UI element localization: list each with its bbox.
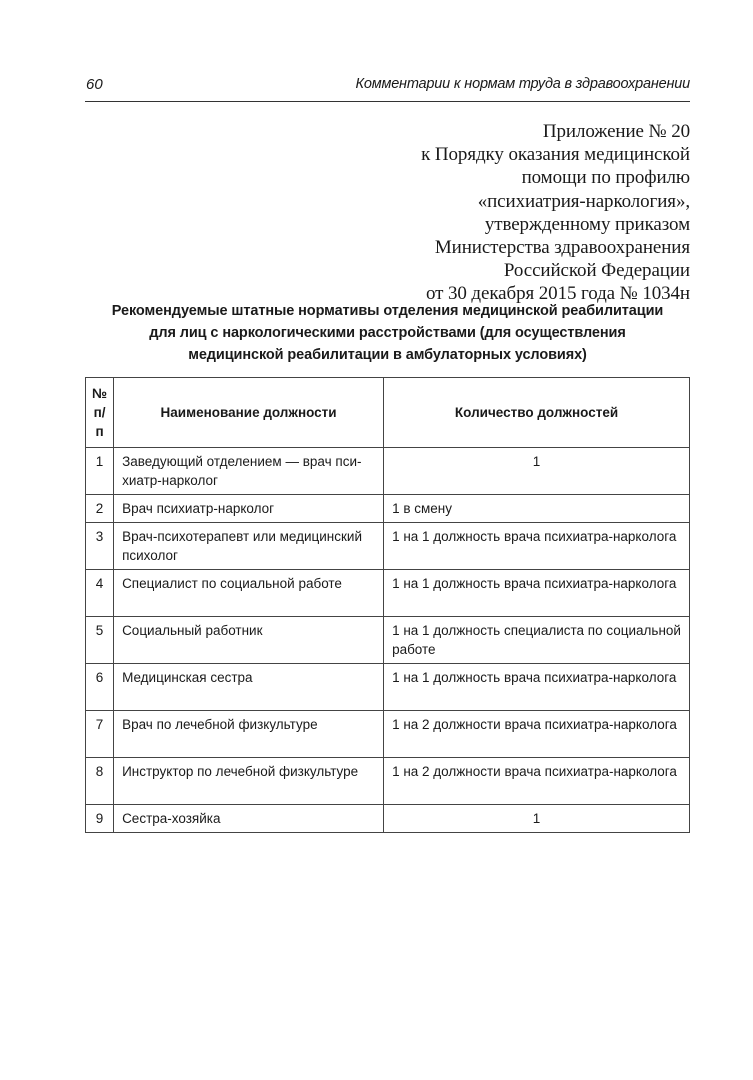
row-position: Сестра-хозяйка — [114, 805, 384, 833]
header-quantity: Количество должностей — [384, 378, 690, 448]
title-line: для лиц с наркологическими расстройствами (для осуществления — [149, 325, 626, 341]
row-position: Социальный работник — [114, 617, 384, 664]
row-num: 1 — [86, 448, 114, 495]
row-position: Специалист по социальной работе — [114, 570, 384, 617]
row-quantity: 1 в смену — [384, 495, 690, 523]
row-num: 4 — [86, 570, 114, 617]
row-position: Медицинская сестра — [114, 664, 384, 711]
row-quantity: 1 на 1 должность специалиста по социальной работе — [384, 617, 690, 664]
table-row — [86, 664, 690, 711]
appendix-line: Российской Федерации — [503, 260, 690, 282]
header-num: № п/п — [86, 378, 114, 448]
title-line: медицинской реабилитации в амбулаторных условиях) — [188, 347, 587, 363]
table-row — [86, 805, 690, 833]
row-num: 7 — [86, 711, 114, 758]
row-num: 8 — [86, 758, 114, 805]
row-quantity: 1 на 1 должность врача психиатра-нарколога — [384, 664, 690, 711]
header-position: Наименование должности — [114, 378, 384, 448]
appendix-line: утвержденному приказом — [484, 213, 690, 235]
running-title: Комментарии к нормам труда в здравоохранении — [355, 76, 690, 92]
table-row — [86, 523, 690, 570]
appendix-line: Приложение № 20 — [542, 121, 690, 142]
row-position: Инструктор по лечебной физкультуре — [114, 758, 384, 805]
title-line: Рекомендуемые штатные нормативы отделения медицинской реабилитации — [111, 303, 664, 319]
row-quantity: 1 — [384, 805, 690, 833]
appendix-line: «психиатрия-наркология», — [477, 190, 690, 212]
row-quantity: 1 на 2 должности врача психиатра-нарколога — [384, 758, 690, 805]
document-title — [85, 300, 690, 366]
staffing-table — [85, 377, 690, 833]
row-num: 5 — [86, 617, 114, 664]
appendix-line: к Порядку оказания медицинской — [421, 144, 690, 166]
appendix-line: Министерства здравоохранения — [434, 237, 690, 259]
row-quantity: 1 на 2 должности врача психиатра-нарколога — [384, 711, 690, 758]
table-row — [86, 617, 690, 664]
row-position: Врач-психотерапевт или медицинский психолог — [114, 523, 384, 570]
table-header-row — [86, 378, 690, 448]
row-position: Врач по лечебной физкультуре — [114, 711, 384, 758]
row-num: 9 — [86, 805, 114, 833]
table-row — [86, 495, 690, 523]
table-row — [86, 711, 690, 758]
row-quantity: 1 — [384, 448, 690, 495]
table-row — [86, 758, 690, 805]
row-num: 6 — [86, 664, 114, 711]
row-quantity: 1 на 1 должность врача психиатра-нарколога — [384, 523, 690, 570]
page-number: 60 — [86, 76, 103, 93]
appendix-line: помощи по профилю — [521, 167, 690, 189]
appendix-line: от 30 декабря 2015 года № 1034н — [425, 283, 690, 305]
table-row — [86, 448, 690, 495]
row-num: 3 — [86, 523, 114, 570]
row-quantity: 1 на 1 должность врача психиатра-нарколога — [384, 570, 690, 617]
header-divider — [85, 101, 690, 102]
appendix-block — [421, 120, 690, 306]
table-row — [86, 570, 690, 617]
row-num: 2 — [86, 495, 114, 523]
row-position: Заведующий отделением — врач пси-хиатр-нарколог — [114, 448, 384, 495]
row-position: Врач психиатр-нарколог — [114, 495, 384, 523]
